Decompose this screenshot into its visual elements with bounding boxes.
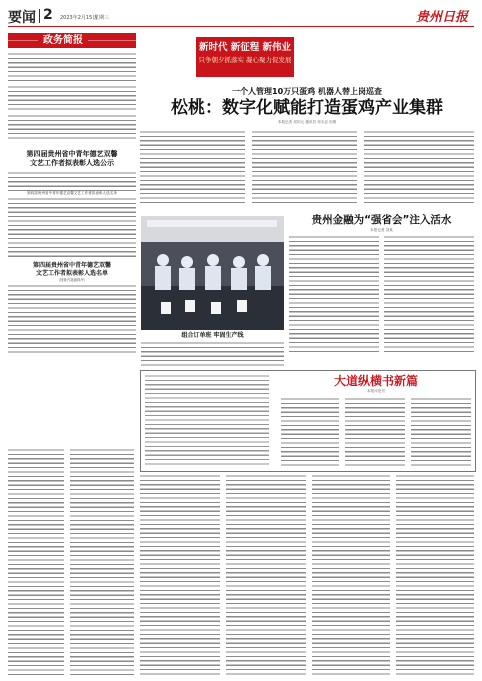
lower-col-1 xyxy=(8,448,64,676)
book-col-2 xyxy=(345,397,405,467)
lower-col-6 xyxy=(396,474,474,676)
finance-col-2 xyxy=(384,235,474,355)
brief-section xyxy=(8,33,136,142)
photo-caption-text xyxy=(141,341,284,367)
banner-line-1: 新时代 新征程 新伟业 xyxy=(198,42,292,53)
finance-headline: 贵州金融为“强省会”注入活水 xyxy=(311,214,452,226)
event-title-3: 第四届贵州省中青年德艺双馨 xyxy=(32,262,111,269)
lead-story xyxy=(140,86,474,125)
header-rule xyxy=(8,26,474,27)
lower-col-3 xyxy=(140,474,220,676)
finance-byline: 本报记者 刘某 xyxy=(370,228,393,232)
lead-byline: 本报记者 邓钧元 通讯员 邓永忠 田维 xyxy=(277,120,337,124)
banner-line-2: 只争朝夕抓落实 凝心聚力促发展 xyxy=(198,56,292,64)
issue-date: 2023年2月15日 xyxy=(60,15,98,21)
event-title-1: 第四届贵州省中青年德艺双馨 xyxy=(26,150,118,158)
brief-item-1 xyxy=(8,52,136,82)
book-byline: 本报评论员 xyxy=(367,389,385,393)
lead-col-3 xyxy=(364,130,474,206)
lower-col-4 xyxy=(226,474,306,676)
event-title-4: 文艺工作者拟表彰人选名单 xyxy=(35,270,108,277)
banner xyxy=(196,37,294,77)
news-photo xyxy=(141,216,284,330)
book-col-1 xyxy=(281,397,339,467)
lower-col-2 xyxy=(70,448,134,676)
event-intro xyxy=(8,171,136,191)
lead-col-1 xyxy=(140,130,245,206)
section-name: 要闻 xyxy=(8,10,36,26)
brief-item-3 xyxy=(8,114,136,142)
brief-title: 政务简报 xyxy=(38,34,88,47)
finance-story xyxy=(289,213,474,233)
finance-col-1 xyxy=(289,235,379,355)
photo-caption: 组合订单班 牢固生产线 xyxy=(181,332,244,339)
masthead xyxy=(8,6,474,28)
lower-col-5 xyxy=(312,474,390,676)
brief-item-2 xyxy=(8,85,136,111)
factory-workers-image xyxy=(141,216,284,330)
event-title-2: 文艺工作者拟表彰人选公示 xyxy=(30,159,114,167)
lead-kicker: 一个人管理10万只蛋鸡 机器人替上岗巡查 xyxy=(232,87,382,96)
book-col-3 xyxy=(411,397,471,467)
event-body xyxy=(8,284,136,354)
book-intro-box xyxy=(141,371,271,469)
book-headline: 大道纵横书新篇 xyxy=(333,374,418,388)
event-note: （按姓氏笔画排序） xyxy=(56,278,88,282)
lead-headline: 松桃：数字化赋能打造蛋鸡产业集群 xyxy=(171,98,443,118)
event-subtitle: 第四届贵州省中青年德艺双馨文艺工作者拟表彰人选名单 xyxy=(27,191,117,195)
page-number: 2 xyxy=(43,7,53,23)
weekday: 星期三 xyxy=(94,15,110,21)
newspaper-logo: 贵州日报 xyxy=(416,10,469,25)
lead-col-2 xyxy=(252,130,357,206)
event-list xyxy=(8,197,136,257)
divider xyxy=(39,9,40,23)
event-section xyxy=(8,150,136,354)
book-feature xyxy=(140,370,476,472)
book-intro-text xyxy=(145,374,269,466)
